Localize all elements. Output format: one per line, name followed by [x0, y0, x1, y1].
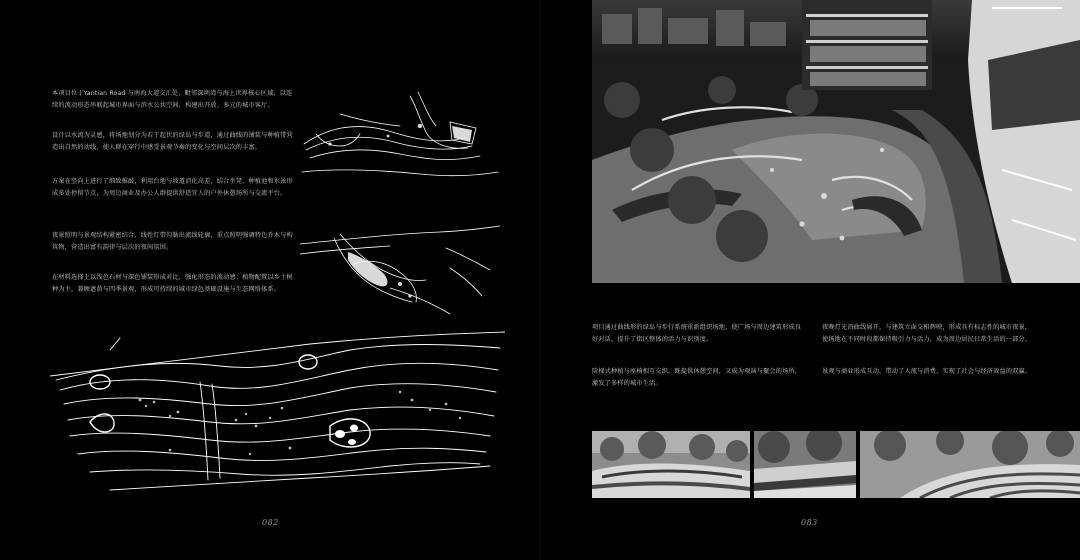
right-paragraph-2: 阶梯式种植与座椅相互交织，既提供休憩空间，又成为观演与聚会的场所，激发了多样的城市生活。 [592, 368, 802, 387]
spine-gutter [538, 0, 542, 560]
right-paragraph-1: 项目通过曲线形的绿岛与步行系统重新组织场地，使广场与周边建筑形成良好对话，提升了街区整体的活力与识别度。 [592, 324, 802, 343]
concept-sketch-bottom [300, 218, 500, 326]
daytime-photo-1 [592, 431, 750, 498]
right-paragraph-3: 夜晚灯光沿曲线展开，与建筑立面交相辉映，形成具有标志性的城市夜景，使场地在不同时段都保持吸引力与活力，成为周边居民日常生活的一部分。 [822, 324, 1032, 343]
concept-sketch-top [300, 86, 500, 198]
left-paragraph-3: 方案在竖向上进行了细致推敲，利用台地与坡道消化高差，结合坐凳、种植池和水景形成多处停留节点，为周边商业及办公人群提供舒适宜人的户外休憩场所与交流平台。 [52, 178, 293, 197]
master-plan-drawing [50, 330, 505, 495]
right-paragraph-4: 景观与商业形成互动，带动了人流与消费，实现了社会与经济效益的双赢。 [822, 368, 1032, 375]
left-paragraph-1: 本项目位于Yantian Road 与南海大道交汇处，毗邻深圳湾与海上世界核心区域，以连续的流动形态串联起城市界面与滨水公共空间，构建出开放、多元的城市客厅。 [52, 90, 293, 109]
left-paragraph-2: 设计以水流为灵感，将场地划分为若干起伏的绿岛与步道，通过曲线的铺装与种植带营造出自然的动线，使人群在穿行中感受景观节奏的变化与空间层次的丰富。 [52, 132, 293, 151]
page-number-left: 082 [262, 518, 279, 527]
left-paragraph-4: 夜景照明与景观结构紧密结合，线性灯带勾勒出流线轮廓，重点照明强调特色乔木与构筑物，营造出富有韵律与层次的夜间氛围。 [52, 232, 293, 251]
night-plaza-photo [592, 0, 1080, 283]
daytime-photo-3 [860, 431, 1080, 498]
daytime-photo-2 [754, 431, 856, 498]
left-paragraph-5: 在材料选择上以浅色石材与深色铺装形成对比，强化形态的流动感；植物配置以乡土树种为主，兼顾遮荫与四季景观，形成可持续的城市绿色基础设施与生态网络体系。 [52, 274, 293, 293]
page-number-right: 083 [801, 518, 818, 527]
